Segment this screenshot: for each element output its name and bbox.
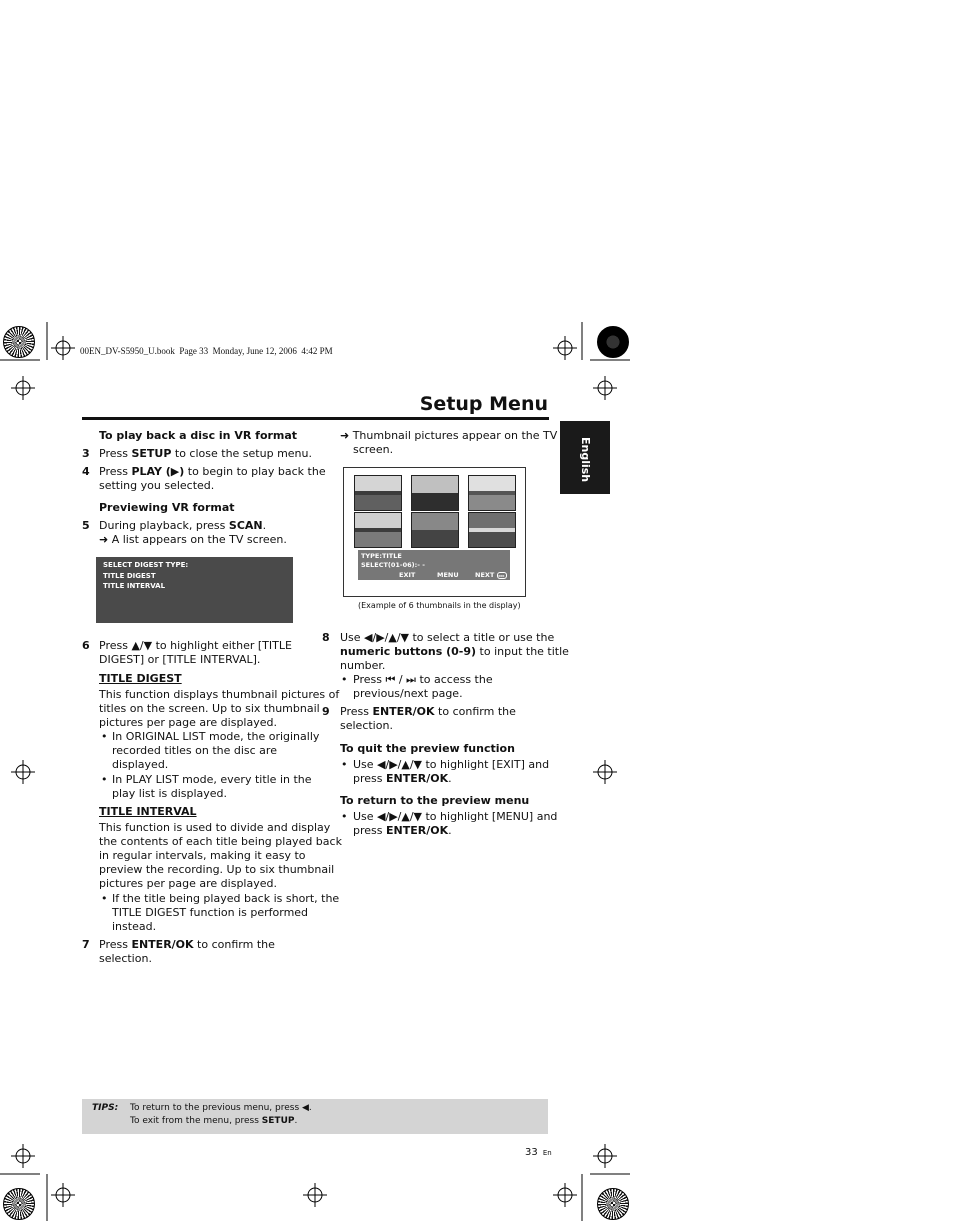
step-number: 9 bbox=[322, 705, 330, 718]
text-line: This function displays thumbnail pictures of bbox=[99, 688, 340, 701]
step-number: 5 bbox=[82, 519, 90, 532]
text: Use ◀/▶/▲/▼ to highlight [EXIT] and bbox=[353, 758, 550, 771]
title-interval-heading: TITLE INTERVAL bbox=[99, 805, 197, 818]
title-digest-heading: TITLE DIGEST bbox=[99, 672, 182, 685]
bullet-item bbox=[353, 673, 493, 701]
step-9-text bbox=[340, 705, 516, 733]
language-side-tab bbox=[560, 421, 610, 494]
text: selection. bbox=[99, 952, 152, 965]
bullet: • bbox=[341, 758, 348, 771]
step-number: 8 bbox=[322, 631, 330, 644]
thumbnail-image bbox=[411, 512, 459, 548]
registration-mark-icon bbox=[597, 1188, 629, 1220]
text-line: pictures per page are displayed. bbox=[99, 716, 277, 729]
bullet: • bbox=[101, 730, 108, 743]
text-line: titles on the screen. Up to six thumbnail bbox=[99, 702, 320, 715]
text: During playback, press bbox=[99, 519, 229, 532]
text: selection. bbox=[340, 719, 393, 732]
title-digest-paragraph bbox=[99, 688, 339, 730]
text: number. bbox=[340, 659, 386, 672]
text-line: preview the recording. Up to six thumbnail bbox=[99, 863, 335, 876]
quit-preview-heading: To quit the preview function bbox=[340, 742, 515, 755]
text: Use ◀/▶/▲/▼ to highlight [MENU] and bbox=[353, 810, 558, 823]
text-line: recorded titles on the disc are bbox=[112, 744, 277, 757]
enter-ok-key-label: ENTER/OK bbox=[131, 938, 194, 951]
text-line: In ORIGINAL LIST mode, the originally bbox=[112, 730, 320, 743]
play-key-label: PLAY (▶) bbox=[131, 465, 185, 478]
crosshair-icon bbox=[11, 376, 35, 400]
crosshair-icon bbox=[593, 1144, 617, 1168]
thumbnail-image bbox=[468, 475, 516, 511]
text-line: TITLE DIGEST function is performed bbox=[112, 906, 309, 919]
text: Press bbox=[340, 705, 373, 718]
bullet-item bbox=[353, 758, 549, 786]
step-number: 7 bbox=[82, 938, 90, 951]
scan-key-label: SCAN bbox=[228, 519, 263, 532]
step-number: 6 bbox=[82, 639, 90, 652]
return-preview-heading: To return to the preview menu bbox=[340, 794, 530, 807]
step-4-text bbox=[99, 465, 326, 493]
text: Press ▲/▼ to highlight either [TITLE bbox=[99, 639, 292, 652]
screen-line: TITLE DIGEST bbox=[103, 572, 156, 580]
screen-line: TITLE INTERVAL bbox=[103, 582, 166, 590]
text-line: play list is displayed. bbox=[112, 787, 228, 800]
language-tab-label: English bbox=[579, 437, 592, 483]
step-7-text bbox=[99, 938, 275, 966]
page-number-value: 33 bbox=[525, 1147, 538, 1158]
step-8-text bbox=[340, 631, 569, 673]
registration-mark-icon bbox=[597, 326, 629, 358]
text: to confirm the bbox=[193, 938, 275, 951]
setup-key-label: SETUP bbox=[131, 447, 172, 460]
text: setting you selected. bbox=[99, 479, 215, 492]
crosshair-icon bbox=[11, 1144, 35, 1168]
text-line: instead. bbox=[112, 920, 157, 933]
text: Use ◀/▶/▲/▼ to select a title or use the bbox=[340, 631, 555, 644]
text: press bbox=[353, 824, 386, 837]
text: Press bbox=[99, 447, 132, 460]
registration-mark-icon bbox=[3, 1188, 35, 1220]
bullet: • bbox=[101, 773, 108, 786]
osd-type-label: TYPE:TITLE bbox=[361, 552, 402, 560]
osd-menu-button[interactable]: MENU bbox=[437, 571, 459, 579]
tips-line bbox=[130, 1116, 297, 1126]
tips-line: To return to the previous menu, press ◀. bbox=[130, 1103, 312, 1113]
text: Press bbox=[99, 938, 132, 951]
page-language: En bbox=[542, 1149, 552, 1157]
next-page-icon: ▸▸▸ bbox=[498, 573, 505, 578]
bullet: • bbox=[341, 810, 348, 823]
thumbnail-screen-example bbox=[343, 467, 526, 597]
thumbnail-image bbox=[354, 512, 402, 548]
book-header-line: 00EN_DV-S5950_U.book Page 33 Monday, June 12, 2006 4:42 PM bbox=[80, 346, 333, 356]
bullet-item bbox=[112, 892, 339, 934]
text-line: In PLAY LIST mode, every title in the bbox=[112, 773, 312, 786]
title-interval-paragraph bbox=[99, 821, 342, 891]
thumbnail-image bbox=[411, 475, 459, 511]
text: . bbox=[448, 772, 452, 785]
text-line: ➜ Thumbnail pictures appear on the TV bbox=[340, 429, 558, 442]
text: to confirm the bbox=[434, 705, 516, 718]
digest-type-screen bbox=[96, 557, 293, 623]
text-line: displayed. bbox=[112, 758, 169, 771]
title-rule bbox=[82, 417, 549, 420]
crosshair-icon bbox=[553, 1183, 577, 1207]
crosshair-icon bbox=[593, 760, 617, 784]
text-line: the contents of each title being played back bbox=[99, 835, 342, 848]
step-5-text bbox=[99, 519, 287, 547]
bullet: • bbox=[341, 673, 348, 686]
text: ➜ A list appears on the TV screen. bbox=[99, 533, 287, 546]
text: press bbox=[353, 772, 386, 785]
text-line: This function is used to divide and display bbox=[99, 821, 331, 834]
thumbnails-result-text bbox=[340, 429, 557, 457]
thumbnail-image bbox=[354, 475, 402, 511]
crosshair-icon bbox=[51, 336, 75, 360]
text: . bbox=[448, 824, 452, 837]
enter-ok-key-label: ENTER/OK bbox=[386, 772, 449, 785]
osd-exit-button[interactable]: EXIT bbox=[399, 571, 416, 579]
text: to close the setup menu. bbox=[171, 447, 312, 460]
enter-ok-key-label: ENTER/OK bbox=[386, 824, 449, 837]
bullet-item bbox=[112, 773, 312, 801]
text-line: pictures per page are displayed. bbox=[99, 877, 277, 890]
text-line: previous/next page. bbox=[353, 687, 463, 700]
previewing-vr-heading: Previewing VR format bbox=[99, 501, 235, 514]
step-number: 4 bbox=[82, 465, 90, 478]
enter-ok-key-label: ENTER/OK bbox=[372, 705, 435, 718]
text-line: If the title being played back is short, the bbox=[112, 892, 340, 905]
setup-key-label: SETUP bbox=[261, 1116, 295, 1126]
bullet-item bbox=[112, 730, 319, 772]
text-line: Press ⏮ / ⏭ to access the bbox=[353, 673, 493, 686]
figure-caption: (Example of 6 thumbnails in the display) bbox=[358, 601, 521, 610]
crosshair-icon bbox=[51, 1183, 75, 1207]
text: . bbox=[294, 1116, 298, 1126]
text: to begin to play back the bbox=[184, 465, 326, 478]
crosshair-icon bbox=[553, 336, 577, 360]
step-3-text bbox=[99, 447, 312, 461]
osd-next-label: NEXT bbox=[475, 571, 495, 579]
crosshair-icon bbox=[11, 760, 35, 784]
crosshair-icon bbox=[593, 376, 617, 400]
section-title: Setup Menu bbox=[419, 393, 548, 415]
text: DIGEST] or [TITLE INTERVAL]. bbox=[99, 653, 261, 666]
page-number bbox=[525, 1140, 552, 1159]
osd-next-button[interactable] bbox=[475, 571, 507, 579]
bullet: • bbox=[101, 892, 108, 905]
text-line: in regular intervals, making it easy to bbox=[99, 849, 306, 862]
step-number: 3 bbox=[82, 447, 90, 460]
tips-label: TIPS: bbox=[92, 1103, 119, 1113]
text-line: screen. bbox=[353, 443, 394, 456]
bullet-item bbox=[353, 810, 557, 838]
text: To exit from the menu, press bbox=[130, 1116, 262, 1126]
crosshair-icon bbox=[303, 1183, 327, 1207]
vr-playback-heading: To play back a disc in VR format bbox=[99, 429, 298, 442]
text: Press bbox=[99, 465, 132, 478]
registration-mark-icon bbox=[3, 326, 35, 358]
osd-panel bbox=[358, 550, 510, 580]
numeric-buttons-label: numeric buttons (0-9) bbox=[340, 645, 477, 658]
thumbnail-image bbox=[468, 512, 516, 548]
text: . bbox=[262, 519, 267, 532]
tips-box bbox=[82, 1099, 548, 1134]
screen-line: SELECT DIGEST TYPE: bbox=[103, 561, 189, 569]
step-6-text bbox=[99, 639, 292, 667]
osd-select-label: SELECT(01-06):- - bbox=[361, 561, 425, 569]
text: to input the title bbox=[476, 645, 569, 658]
